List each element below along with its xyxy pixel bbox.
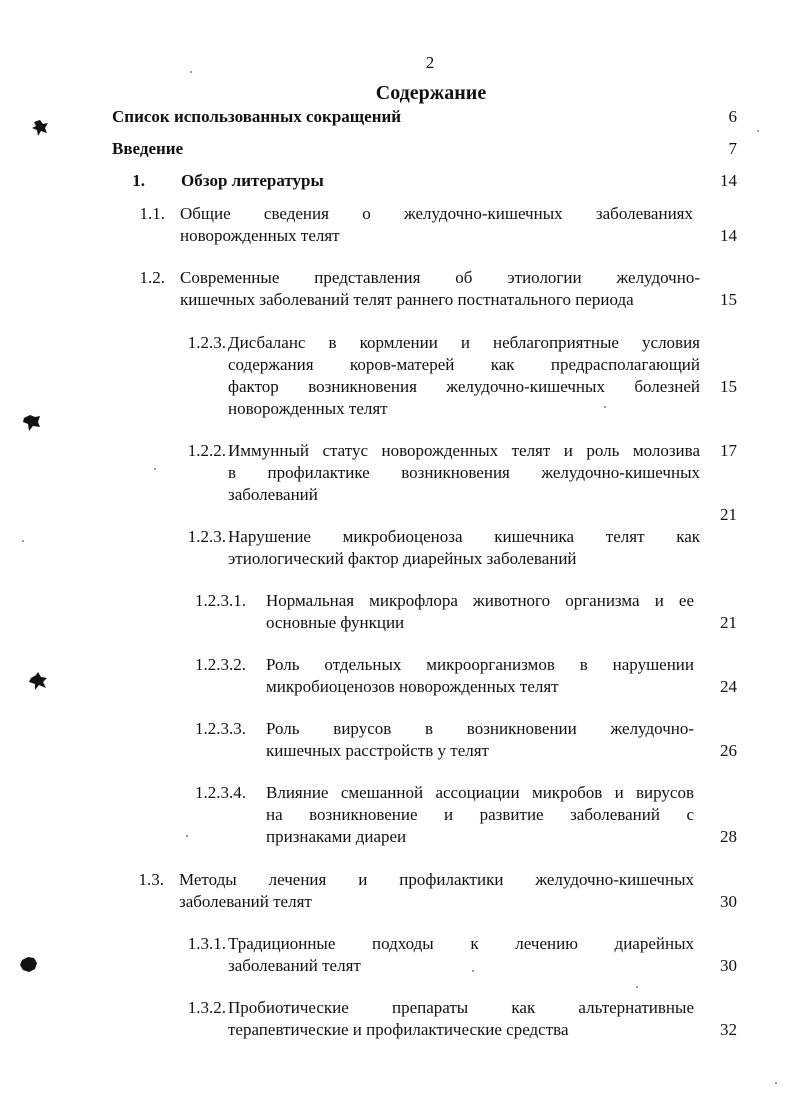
toc-entry-page: 30 bbox=[720, 956, 737, 975]
toc-entry-title: Обзор литературы bbox=[181, 171, 324, 190]
scan-speck bbox=[604, 406, 606, 408]
toc-entry-number: 1.2.3.4. bbox=[195, 783, 246, 802]
toc-entry-line: заболеваний телят bbox=[228, 956, 361, 975]
toc-entry-line: Нарушение микробиоценоза кишечника телят как bbox=[228, 527, 700, 546]
toc-entry-line: фактор возникновения желудочно-кишечных болезней bbox=[228, 377, 700, 396]
toc-entry-page: 26 bbox=[720, 741, 737, 760]
toc-entry-line: терапевтические и профилактические средства bbox=[228, 1020, 569, 1039]
toc-entry-line: новорожденных телят bbox=[180, 226, 340, 245]
toc-entry-line: кишечных заболеваний телят раннего постнатального периода bbox=[180, 290, 634, 309]
toc-entry-page: 7 bbox=[728, 139, 737, 158]
scan-blot bbox=[28, 116, 52, 140]
toc-entry-line: Современные представления об этиологии желудочно- bbox=[180, 268, 700, 287]
scan-speck bbox=[186, 835, 188, 837]
toc-entry-page: 15 bbox=[720, 377, 737, 396]
page-number: 2 bbox=[425, 53, 435, 72]
toc-entry-line: основные функции bbox=[266, 613, 405, 632]
toc-entry-number: 1.2. bbox=[139, 268, 165, 287]
toc-entry-line: заболеваний bbox=[228, 485, 318, 504]
scan-speck bbox=[472, 970, 474, 972]
page-title: Содержание bbox=[375, 82, 487, 104]
scan-speck bbox=[22, 540, 24, 542]
toc-entry-line: признаками диареи bbox=[266, 827, 407, 846]
toc-entry-page: 32 bbox=[720, 1020, 737, 1039]
toc-entry-page: 6 bbox=[728, 107, 737, 126]
toc-entry-number: 1.2.3.2. bbox=[195, 655, 246, 674]
toc-entry-number: 1.1. bbox=[139, 204, 165, 223]
toc-entry-page: 17 bbox=[720, 441, 737, 460]
toc-entry-line: Влияние смешанной ассоциации микробов и вирусов bbox=[266, 783, 694, 802]
toc-entry-number: 1.2.2. bbox=[187, 441, 226, 460]
scan-blot bbox=[26, 670, 50, 694]
toc-entry-line: содержания коров-матерей как предрасполагающий bbox=[228, 355, 700, 374]
toc-entry-number: 1.2.3. bbox=[187, 527, 226, 546]
toc-entry-title: Список использованных сокращений bbox=[112, 107, 402, 126]
scan-speck bbox=[757, 130, 759, 132]
toc-entry-line: микробиоценозов новорожденных телят bbox=[266, 677, 559, 696]
toc-entry-line: заболеваний телят bbox=[179, 892, 312, 911]
toc-entry-line: Роль вирусов в возникновении желудочно- bbox=[266, 719, 694, 738]
scan-blot bbox=[17, 953, 41, 977]
toc-entry-line: Общие сведения о желудочно-кишечных заболеваниях bbox=[180, 204, 693, 223]
toc-entry-line: Пробиотические препараты как альтернативные bbox=[228, 998, 694, 1017]
toc-entry-page: 30 bbox=[720, 892, 737, 911]
toc-entry-number: 1.2.3. bbox=[187, 333, 226, 352]
scan-speck bbox=[190, 71, 192, 73]
toc-entry-number: 1.2.3.3. bbox=[195, 719, 246, 738]
toc-entry-number: 1.3.2. bbox=[187, 998, 226, 1017]
scan-speck bbox=[636, 986, 638, 988]
toc-entry-page: 14 bbox=[720, 226, 737, 245]
toc-entry-title: Введение bbox=[112, 139, 184, 158]
toc-entry-number: 1.2.3.1. bbox=[195, 591, 246, 610]
toc-entry-line: Нормальная микрофлора животного организма и ее bbox=[266, 591, 694, 610]
toc-entry-line: этиологический фактор диарейных заболеваний bbox=[228, 549, 577, 568]
toc-entry-line: Роль отдельных микроорганизмов в нарушении bbox=[266, 655, 694, 674]
scan-speck bbox=[154, 468, 156, 470]
scan-speck bbox=[775, 1082, 777, 1084]
toc-entry-line: Традиционные подходы к лечению диарейных bbox=[228, 934, 694, 953]
toc-entry-page: 15 bbox=[720, 290, 737, 309]
toc-entry-line: в профилактике возникновения желудочно-кишечных bbox=[228, 463, 700, 482]
toc-entry-line: новорожденных телят bbox=[228, 399, 388, 418]
toc-entry-page: 21 bbox=[720, 505, 737, 524]
toc-entry-number: 1. bbox=[132, 171, 145, 190]
toc-entry-page: 21 bbox=[720, 613, 737, 632]
toc-entry-line: Методы лечения и профилактики желудочно-кишечных bbox=[179, 870, 694, 889]
toc-entry-line: на возникновение и развитие заболеваний с bbox=[266, 805, 694, 824]
toc-entry-line: Дисбаланс в кормлении и неблагоприятные условия bbox=[228, 333, 700, 352]
toc-entry-line: Иммунный статус новорожденных телят и роль молозива bbox=[228, 441, 700, 460]
toc-entry-number: 1.3. bbox=[138, 870, 164, 889]
toc-entry-page: 14 bbox=[720, 171, 737, 190]
toc-entry-line: кишечных расстройств у телят bbox=[266, 741, 489, 760]
toc-entry-page: 24 bbox=[720, 677, 737, 696]
toc-entry-number: 1.3.1. bbox=[187, 934, 226, 953]
toc-entry-page: 28 bbox=[720, 827, 737, 846]
scan-blot bbox=[20, 412, 44, 434]
